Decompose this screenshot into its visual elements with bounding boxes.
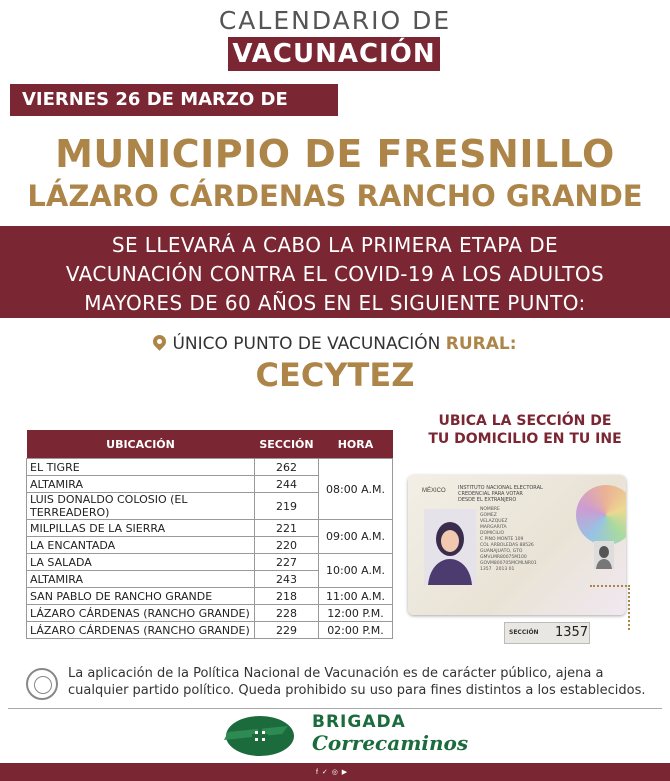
card-year: 2013 01 — [495, 567, 515, 572]
card-section-num: 1357 — [480, 567, 492, 572]
row-section: 228 — [255, 605, 319, 622]
point-type: RURAL: — [445, 334, 517, 354]
section-callout — [504, 622, 590, 644]
social-icons: f ✓ ◎ ▶ — [316, 769, 349, 776]
card-header-1: INSTITUTO NACIONAL ELECTORAL — [458, 485, 543, 491]
ine-title-line2: TU DOMICILIO EN TU INE — [428, 431, 622, 447]
table-row — [27, 622, 393, 639]
card-addr-1: C PINO MONTE 109 — [480, 537, 524, 542]
card-name-3: MARGARITA — [480, 525, 507, 530]
row-hour: 11:00 A.M. — [319, 588, 393, 605]
table-row — [27, 605, 393, 622]
card-country: MÉXICO — [422, 488, 446, 494]
row-location: LUIS DONALDO COLOSIO (EL TERREADERO) — [27, 493, 255, 520]
point-label: ÚNICO PUNTO DE VACUNACIÓN — [172, 334, 441, 354]
row-section: 229 — [255, 622, 319, 639]
row-hour: 02:00 P.M. — [319, 622, 393, 639]
location-pin-icon — [151, 332, 169, 350]
card-header — [458, 485, 543, 503]
card-key: GMVLMR80075M100 — [480, 555, 527, 560]
date-banner: VIERNES 26 DE MARZO DE 2021 — [10, 84, 338, 116]
row-location: SAN PABLO DE RANCHO GRANDE — [27, 588, 255, 605]
row-section: 227 — [255, 554, 319, 571]
row-section: 219 — [255, 493, 319, 520]
table-row — [27, 520, 393, 537]
row-section: 221 — [255, 520, 319, 537]
bottom-bar — [0, 763, 670, 781]
row-section: 262 — [255, 459, 319, 476]
row-location: ALTAMIRA — [27, 476, 255, 493]
card-name-label: NOMBRE — [480, 507, 500, 512]
person-photo-icon — [424, 509, 476, 585]
ine-title-line1: UBICA LA SECCIÓN DE — [438, 413, 612, 429]
brand-name-2: Correcaminos — [312, 731, 469, 755]
row-section: 218 — [255, 588, 319, 605]
notice-line1: SE LLEVARÁ A CABO LA PRIMERA ETAPA DE — [111, 233, 559, 257]
row-location: LÁZARO CÁRDENAS (RANCHO GRANDE) — [27, 622, 255, 639]
card-addr-3: GUANAJUATO, GTO — [480, 549, 523, 554]
row-location: LA SALADA — [27, 554, 255, 571]
row-hour: 08:00 A.M. — [319, 459, 393, 520]
disclaimer-text: La aplicación de la Política Nacional de Vacunación es de carácter público, ajena a cualquier partido político. Queda prohibido su uso para fines distintos a los establecidos. — [68, 666, 646, 698]
card-name-2: VELAZQUEZ — [480, 519, 508, 524]
locality-title: LÁZARO CÁRDENAS RANCHO GRANDE — [27, 179, 643, 213]
schedule-table — [26, 430, 393, 639]
divider — [8, 708, 662, 709]
row-location: ALTAMIRA — [27, 571, 255, 588]
vaccination-site: CECYTEZ — [255, 356, 415, 394]
row-section: 243 — [255, 571, 319, 588]
row-hour: 10:00 A.M. — [319, 554, 393, 588]
card-addr-label: DOMICILIO — [480, 531, 505, 536]
card-data — [480, 507, 537, 573]
brigada-logo-icon — [218, 712, 298, 760]
row-section: 220 — [255, 537, 319, 554]
header-section: SECCIÓN — [255, 430, 319, 459]
row-hour: 12:00 P.M. — [319, 605, 393, 622]
header-hour: HORA — [319, 430, 393, 459]
table-row — [27, 588, 393, 605]
brand-name-1: BRIGADA — [312, 712, 406, 732]
row-hour: 09:00 A.M. — [319, 520, 393, 554]
card-num-line — [480, 567, 537, 573]
municipality-title: MUNICIPIO DE FRESNILLO — [55, 132, 615, 176]
table-row — [27, 554, 393, 571]
table-header-row — [27, 430, 393, 459]
header-location: UBICACIÓN — [27, 430, 255, 459]
card-name-1: GOMEZ — [480, 513, 497, 518]
notice-banner — [0, 226, 670, 318]
vaccination-point-line — [0, 334, 670, 354]
header-banner: VACUNACIÓN — [228, 37, 440, 71]
card-curp: GOVM800705MCMLNR01 — [480, 561, 537, 566]
table-row — [27, 459, 393, 476]
section-pointer — [590, 585, 630, 630]
card-header-2: CREDENCIAL PARA VOTAR — [458, 491, 523, 497]
small-photo-icon — [594, 541, 614, 569]
row-location: LA ENCANTADA — [27, 537, 255, 554]
hologram-icon — [576, 485, 626, 545]
section-value: 1357 — [555, 625, 589, 640]
row-location: MILPILLAS DE LA SIERRA — [27, 520, 255, 537]
notice-line2: VACUNACIÓN CONTRA EL COVID-19 A LOS ADULTOS — [65, 262, 605, 286]
ine-instructions — [420, 412, 630, 448]
mexico-seal-icon — [26, 668, 58, 700]
row-section: 244 — [255, 476, 319, 493]
card-addr-2: COL ARBOLEDAS 88526 — [480, 543, 534, 548]
row-location: LÁZARO CÁRDENAS (RANCHO GRANDE) — [27, 605, 255, 622]
row-location: EL TIGRE — [27, 459, 255, 476]
section-label: SECCIÓN — [509, 629, 539, 636]
notice-line3: MAYORES DE 60 AÑOS EN EL SIGUIENTE PUNTO: — [84, 291, 586, 315]
card-header-3: DESDE EL EXTRANJERO — [458, 497, 517, 503]
header-line1: CALENDARIO DE — [218, 6, 452, 35]
